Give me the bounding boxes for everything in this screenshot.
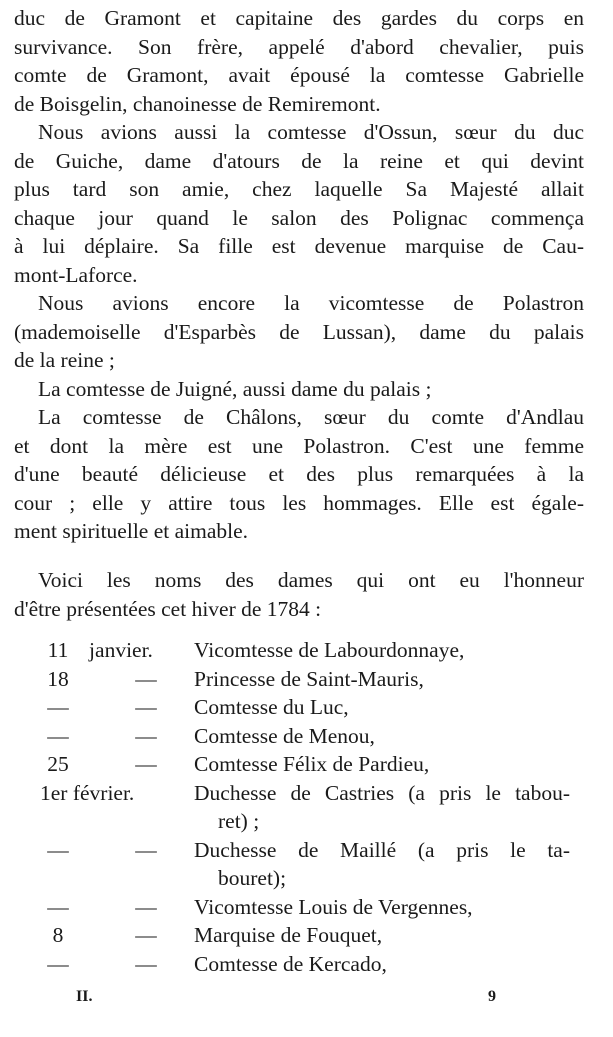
list-item [14, 950, 594, 979]
entry-name [194, 693, 570, 722]
list-item [14, 693, 594, 722]
text-line: de la reine ; [14, 348, 115, 372]
presentation-list [14, 636, 594, 978]
entry-name [194, 779, 570, 836]
entry-name [194, 836, 570, 893]
entry-month: — [135, 923, 157, 947]
entry-date: — [47, 894, 69, 919]
text-line: La comtesse de Juigné, aussi dame du palais ; [38, 377, 432, 401]
entry-name-line: bouret); [218, 866, 287, 890]
list-item [14, 921, 594, 950]
text-line: de Boisgelin, chanoinesse de Remiremont. [14, 91, 381, 116]
text-line: d'une beauté délicieuse et des plus remarquées à la [14, 462, 584, 486]
entry-date: — [47, 951, 69, 976]
text-line: Voici les noms des dames qui ont eu l'honneur [38, 568, 584, 592]
entry-month: — [135, 723, 157, 748]
list-item [14, 750, 594, 779]
entry-name [194, 950, 570, 979]
entry-month: — [135, 666, 157, 691]
list-item [14, 779, 594, 836]
entry-month: — [135, 951, 157, 976]
text-line: (mademoiselle d'Esparbès de Lussan), dame du palais [14, 319, 584, 344]
text-line: Nous avions encore la vicomtesse de Polastron [38, 291, 584, 315]
entry-name [194, 665, 570, 694]
list-item [14, 636, 594, 665]
entry-date: 8 [52, 923, 64, 947]
entry-name-line: Marquise de Fouquet, [194, 923, 383, 947]
entry-name-line: Comtesse du Luc, [194, 695, 349, 719]
entry-month: — [135, 695, 157, 719]
entry-name [194, 893, 570, 922]
entry-date: — [47, 837, 69, 862]
text-line: à lui déplaire. Sa fille est devenue marquise de Cau- [14, 234, 584, 258]
text-line: et dont la mère est une Polastron. C'est une femme [14, 433, 584, 458]
paragraph-3 [14, 289, 584, 375]
entry-date: 1er février. [40, 780, 135, 805]
text-line: comte de Gramont, avait épousé la comtesse Gabrielle [14, 63, 584, 87]
list-item [14, 722, 594, 751]
paragraph-1 [14, 4, 584, 118]
entry-name-line: Princesse de Saint-Mauris, [194, 666, 424, 691]
entry-name-line: Comtesse Félix de Pardieu, [194, 752, 430, 776]
list-item [14, 893, 594, 922]
entry-name-line: Vicomtesse de Labourdonnaye, [194, 638, 465, 662]
text-line: cour ; elle y attire tous les hommages. Elle est égale- [14, 490, 584, 515]
entry-month: — [135, 752, 157, 776]
text-line: ment spirituelle et aimable. [14, 519, 249, 543]
entry-name-line: Comtesse de Menou, [194, 723, 375, 748]
page-footer [0, 988, 613, 1016]
entry-date: 11 [47, 638, 69, 662]
text-line: mont-Laforce. [14, 262, 138, 287]
entry-date: 25 [47, 752, 69, 776]
paragraph-5 [14, 403, 584, 546]
entry-date: — [47, 695, 69, 719]
entry-name-line: Duchesse de Castries (a pris le tabou- [194, 780, 570, 805]
text-line: Nous avions aussi la comtesse d'Ossun, sœur du duc [38, 120, 584, 144]
entry-month: — [135, 894, 157, 919]
paragraph-4 [14, 375, 584, 404]
entry-date: 18 [47, 666, 69, 691]
entry-name [194, 750, 570, 779]
entry-name-line: ret) ; [218, 809, 260, 833]
page-number: 9 [488, 988, 496, 1005]
list-item [14, 836, 594, 893]
text-line: chaque jour quand le salon des Polignac commença [14, 205, 584, 230]
entry-month: — [135, 837, 157, 862]
list-item [14, 665, 594, 694]
paragraph-6 [14, 566, 584, 623]
entry-name-line: Vicomtesse Louis de Vergennes, [194, 894, 473, 919]
signature-mark: II. [76, 988, 93, 1005]
entry-month: janvier. [89, 638, 153, 662]
entry-name [194, 636, 570, 665]
entry-date: — [47, 723, 69, 748]
entry-name-line: Comtesse de Kercado, [194, 951, 387, 976]
entry-name-line: Duchesse de Maillé (a pris le ta- [194, 837, 570, 862]
entry-name [194, 921, 570, 950]
text-line: d'être présentées cet hiver de 1784 : [14, 596, 322, 621]
text-line: de Guiche, dame d'atours de la reine et qui devint [14, 148, 584, 173]
text-line: La comtesse de Châlons, sœur du comte d'Andlau [38, 405, 584, 429]
paragraph-2 [14, 118, 584, 289]
text-line: duc de Gramont et capitaine des gardes du corps en [14, 6, 584, 30]
text-line: plus tard son amie, chez laquelle Sa Majesté allait [14, 177, 584, 201]
text-line: survivance. Son frère, appelé d'abord chevalier, puis [14, 34, 584, 59]
entry-name [194, 722, 570, 751]
